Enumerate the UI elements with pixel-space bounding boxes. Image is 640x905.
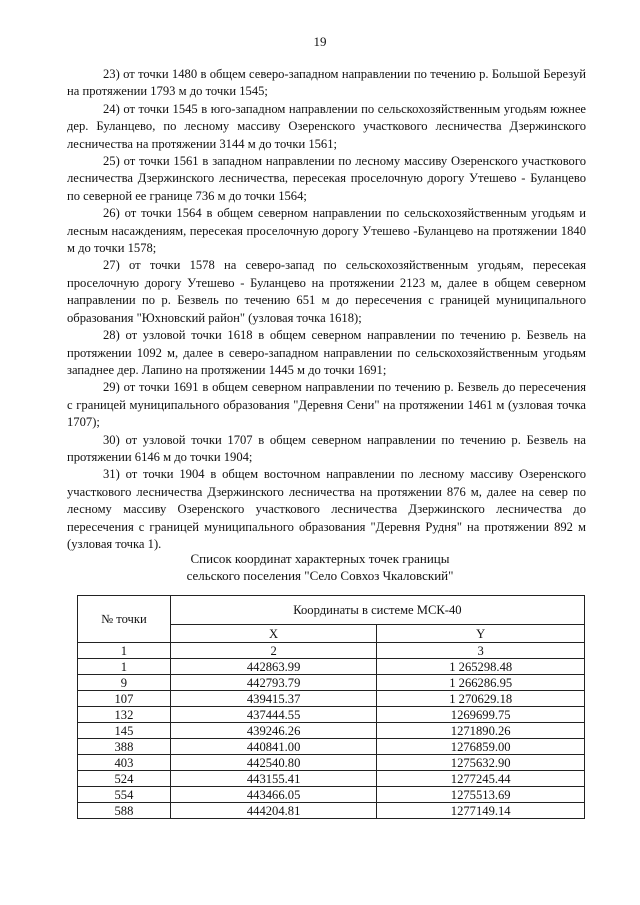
y-cell: 1 270629.18 [377,691,585,707]
point-cell: 388 [78,739,171,755]
y-cell: 1275632.90 [377,755,585,771]
caption-line-2: сельского поселения "Село Совхоз Чкаловский" [186,568,454,583]
y-cell: 1275513.69 [377,787,585,803]
y-cell: 1 265298.48 [377,659,585,675]
x-cell: 440841.00 [170,739,377,755]
point-cell: 107 [78,691,171,707]
numbering-cell: 2 [170,643,377,659]
point-cell: 554 [78,787,171,803]
paragraph-27: 27) от точки 1578 на северо-запад по сельскохозяйственным угодьям, пересекая проселочную дорогу Утешево - Буланцево на протяжении 2123 м, далее в общем северном направлении по р. Безвель по течению 651 м до пересечения с границей муниципального образования "Юхновский район" (узловая точка 1618); [67,258,586,325]
x-cell: 443466.05 [170,787,377,803]
paragraph-29: 29) от точки 1691 в общем северном направлении по течению р. Безвель до пересечения с границей муниципального образования "Деревня Сени" на протяжении 1461 м (узловая точка 1707); [67,380,586,430]
numbering-cell: 3 [377,643,585,659]
table-row [78,691,585,707]
numbering-cell: 1 [78,643,171,659]
x-cell: 439415.37 [170,691,377,707]
header-x: X [170,625,377,643]
paragraph-23: 23) от точки 1480 в общем северо-западном направлении по течению р. Большой Березуй на протяжении 1793 м до точки 1545; [67,67,586,99]
y-cell: 1277245.44 [377,771,585,787]
point-cell: 524 [78,771,171,787]
point-cell: 9 [78,675,171,691]
point-cell: 588 [78,803,171,819]
header-point-number: № точки [78,596,171,643]
x-cell: 437444.55 [170,707,377,723]
numbering-row [78,643,585,659]
caption-line-1: Список координат характерных точек границы [190,551,450,566]
paragraph-26: 26) от точки 1564 в общем северном направлении по сельскохозяйственным угодьям и лесным насаждениям, пересекая проселочную дорогу Утешево -Буланцево на протяжении 1840 м до точки 1578; [67,206,586,256]
point-cell: 145 [78,723,171,739]
x-cell: 442863.99 [170,659,377,675]
point-cell: 1 [78,659,171,675]
table-row [78,803,585,819]
x-cell: 442540.80 [170,755,377,771]
coordinates-table [77,595,585,819]
table-caption [0,550,640,584]
y-cell: 1269699.75 [377,707,585,723]
boundary-description [67,66,586,553]
table-row [78,771,585,787]
y-cell: 1276859.00 [377,739,585,755]
table-row [78,659,585,675]
paragraph-24: 24) от точки 1545 в юго-западном направлении по сельскохозяйственным угодьям южнее дер. Буланцево, по лесному массиву Озеренского участкового лесничества Дзержинского лесничества на протяжении 3144 м до точки 1561; [67,101,586,151]
point-cell: 403 [78,755,171,771]
x-cell: 439246.26 [170,723,377,739]
table-row [78,739,585,755]
x-cell: 442793.79 [170,675,377,691]
table-row [78,755,585,771]
paragraph-28: 28) от узловой точки 1618 в общем северном направлении по течению р. Безвель на протяжении 1092 м, далее в северо-западном направлении по сельскохозяйственным угодьям западнее дер. Лапино на протяжении 1445 м до точки 1691; [67,328,586,377]
x-cell: 444204.81 [170,803,377,819]
paragraph-25: 25) от точки 1561 в западном направлении по лесному массиву Озеренского участкового лесничества Дзержинского лесничества, пересекая проселочную дорогу Утешево - Буланцево по северной ее границе 736 м до точки 1564; [67,154,586,203]
table-row [78,723,585,739]
table-row [78,787,585,803]
table-row [78,675,585,691]
table-row [78,707,585,723]
x-cell: 443155.41 [170,771,377,787]
header-y: Y [377,625,585,643]
y-cell: 1271890.26 [377,723,585,739]
y-cell: 1277149.14 [377,803,585,819]
page-number: 19 [313,34,327,49]
paragraph-31: 31) от точки 1904 в общем восточном направлении по лесному массиву Озеренского участкового лесничества Дзержинского лесничества на протяжении 876 м, далее на север по лесному массиву Озеренского участкового лесничества Дзержинского лесничества до пересечения с границей муниципального образования "Деревня Рудня" на протяжении 892 м (узловая точка 1). [67,467,586,551]
y-cell: 1 266286.95 [377,675,585,691]
header-coordinate-system: Координаты в системе МСК-40 [170,596,584,625]
paragraph-30: 30) от узловой точки 1707 в общем северном направлении по течению р. Безвель на протяжении 6146 м до точки 1904; [67,432,586,464]
point-cell: 132 [78,707,171,723]
